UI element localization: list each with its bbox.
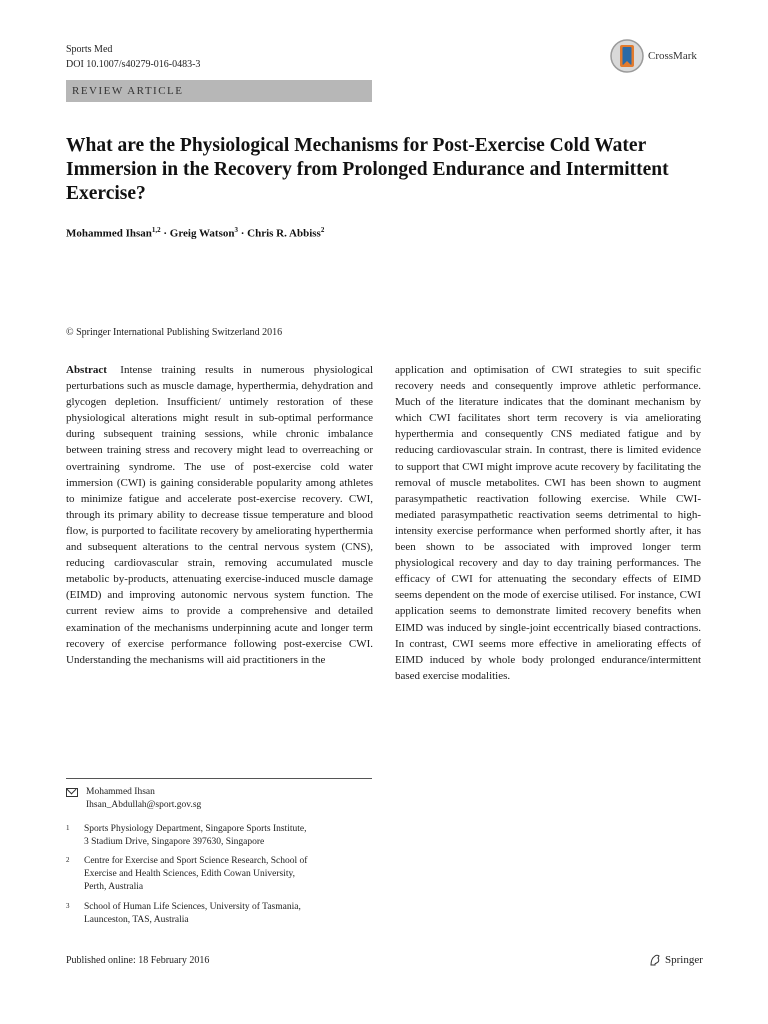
affiliation-item [66,901,366,927]
abstract-text-right: application and optimisation of CWI strategies to suit specific recovery needs and consequently improve athletic performance. Much of the literature indicates that the dominant mechanism by which CWI facilitates short term recovery is via ameliorating hyperthermia and consequently CNS mediated fatigue and by reducing cardiovascular strain. In contrast, there is limited evidence to support that CWI might improve acute recovery by facilitating the removal of muscle metabolites. CWI has been shown to augment parasympathetic reactivation following exercise. While CWI-mediated parasympathetic reactivation seems detrimental to high-intensity exercise performance when performed shortly after, it has been shown to be associated with improved longer term physiological recovery and day to day training performances. The efficacy of CWI for attenuating the secondary effects of EIMD seems dependent on the mode of exercise utilised. For instance, CWI application seems to demonstrate limited recovery benefits when EIMD was induced by single-joint eccentrically biased contractions. In contrast, CWI seems more effective in ameliorating effects of EIMD induced by whole body prolonged endurance/intermittent based exercise modalities. [395,364,701,682]
crossmark-badge[interactable] [610,38,697,74]
author-separator: · [237,227,248,240]
publisher-name: Springer [665,954,703,966]
article-title: What are the Physiological Mechanisms for Post-Exercise Cold Water Immersion in the Recovery from Prolonged Endurance and Intermittent Exercise? [66,135,669,204]
affiliation-line: Exercise and Health Sciences, Edith Cowan University, [84,868,295,879]
affiliation-line: Centre for Exercise and Sport Science Research, School of [84,856,308,866]
correspondence-name: Mohammed Ihsan [86,787,155,797]
affiliation-line: Sports Physiology Department, Singapore Sports Institute, [84,824,307,834]
affiliation-item [66,855,366,893]
affiliation-number: 1 [66,824,70,832]
published-date: Published online: 18 February 2016 [66,955,210,966]
affiliation-line: School of Human Life Sciences, University of Tasmania, [84,902,301,912]
envelope-icon [66,788,78,797]
doi-link[interactable]: DOI 10.1007/s40279-016-0483-3 [66,59,201,70]
footnote-divider [66,778,372,779]
abstract-text-left: Intense training results in numerous physiological perturbations such as muscle damage, hyperthermia, dehydration and glycogen depletion. Insufficient/ untimely restoration of these physiological alterations might result in sub-optimal performance during subsequent training sessions, while chronic imbalance between training stress and recovery might lead to overreaching or overtraining syndrome. The use of post-exercise cold water immersion (CWI) is gaining considerable popularity among athletes to minimize fatigue and accelerate post-exercise recovery. CWI, through its primary ability to decrease tissue temperature and blood flow, is purported to facilitate recovery by ameliorating hyperthermia and subsequent alterations to the central nervous system (CNS), reducing cardiovascular strain, removing accumulated muscle metabolic by-products, attenuating exercise-induced muscle damage (EIMD) and improving autonomic nervous system function. The current review aims to provide a comprehensive and detailed examination of the mechanisms underpinning acute and longer term recovery of exercise performance following post-exercise CWI. Understanding the mechanisms will aid practitioners in the [66,364,373,666]
affiliation-line: 3 Stadium Drive, Singapore 397630, Singapore [84,836,265,847]
author-separator: · [160,227,170,240]
author-list [66,226,324,240]
article-type-banner: REVIEW ARTICLE [66,80,372,102]
affiliation-line: Launceston, TAS, Australia [84,914,189,925]
journal-name: Sports Med [66,44,113,55]
affiliation-line: Perth, Australia [84,881,144,892]
abstract-label: Abstract [66,364,107,376]
publisher-logo[interactable] [648,953,703,967]
copyright-notice: © Springer International Publishing Switzerland 2016 [66,327,283,338]
correspondence-email[interactable]: Ihsan_Abdullah@sport.gov.sg [86,799,202,810]
affiliation-number: 3 [66,902,70,910]
journal-header [66,42,200,72]
crossmark-icon [610,38,644,74]
abstract-column-left [66,362,373,668]
author-name[interactable]: Chris R. Abbiss [247,227,321,240]
crossmark-label: CrossMark [648,50,697,62]
affiliation-number: 2 [66,856,70,864]
correspondence-block [66,786,201,811]
springer-horse-icon [648,953,662,967]
author-affiliation-ref: 1,2 [151,226,161,234]
affiliation-item [66,823,366,849]
author-name[interactable]: Greig Watson [169,227,235,240]
author-affiliation-ref: 3 [234,226,238,234]
author-affiliation-ref: 2 [320,226,325,234]
author-name[interactable]: Mohammed Ihsan [66,227,152,240]
abstract-column-right [395,362,701,684]
